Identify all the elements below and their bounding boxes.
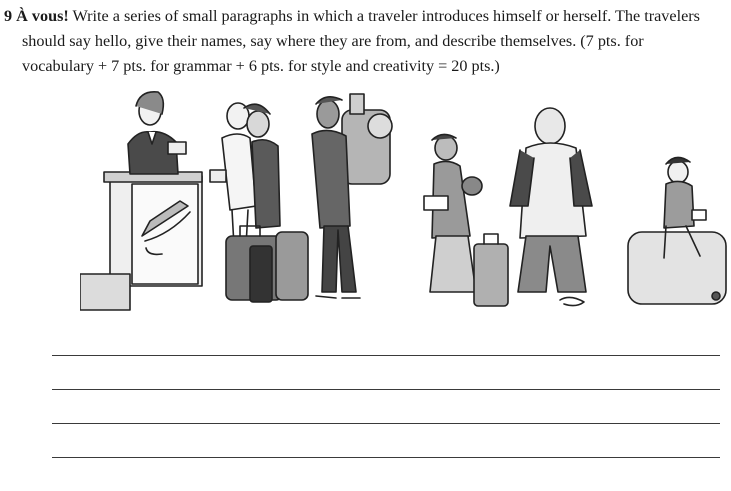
woman-with-cat-figure	[424, 134, 508, 306]
check-in-counter	[80, 172, 202, 310]
answer-line[interactable]	[52, 389, 720, 390]
question-line-3: vocabulary + 7 pts. for grammar + 6 pts. for style and creativity = 20 pts.)	[22, 57, 500, 75]
question-prompt	[4, 4, 724, 79]
child-on-suitcase-figure	[628, 157, 726, 304]
answer-lines	[52, 355, 720, 491]
backpacker-figure	[312, 94, 392, 298]
travelers-illustration	[80, 86, 730, 312]
answer-line[interactable]	[52, 423, 720, 424]
question-number: 9	[4, 7, 13, 25]
answer-line[interactable]	[52, 355, 720, 356]
large-man-figure	[510, 108, 592, 306]
couple-figure	[210, 103, 308, 302]
question-line-1: Write a series of small paragraphs in which a traveler introduces himself or herself. The travelers	[72, 7, 700, 25]
question-lead: À vous!	[16, 7, 69, 25]
answer-line[interactable]	[52, 457, 720, 458]
question-line-2: should say hello, give their names, say where they are from, and describe themselves. (7 pts. for	[22, 32, 644, 50]
agent-figure	[128, 92, 186, 174]
